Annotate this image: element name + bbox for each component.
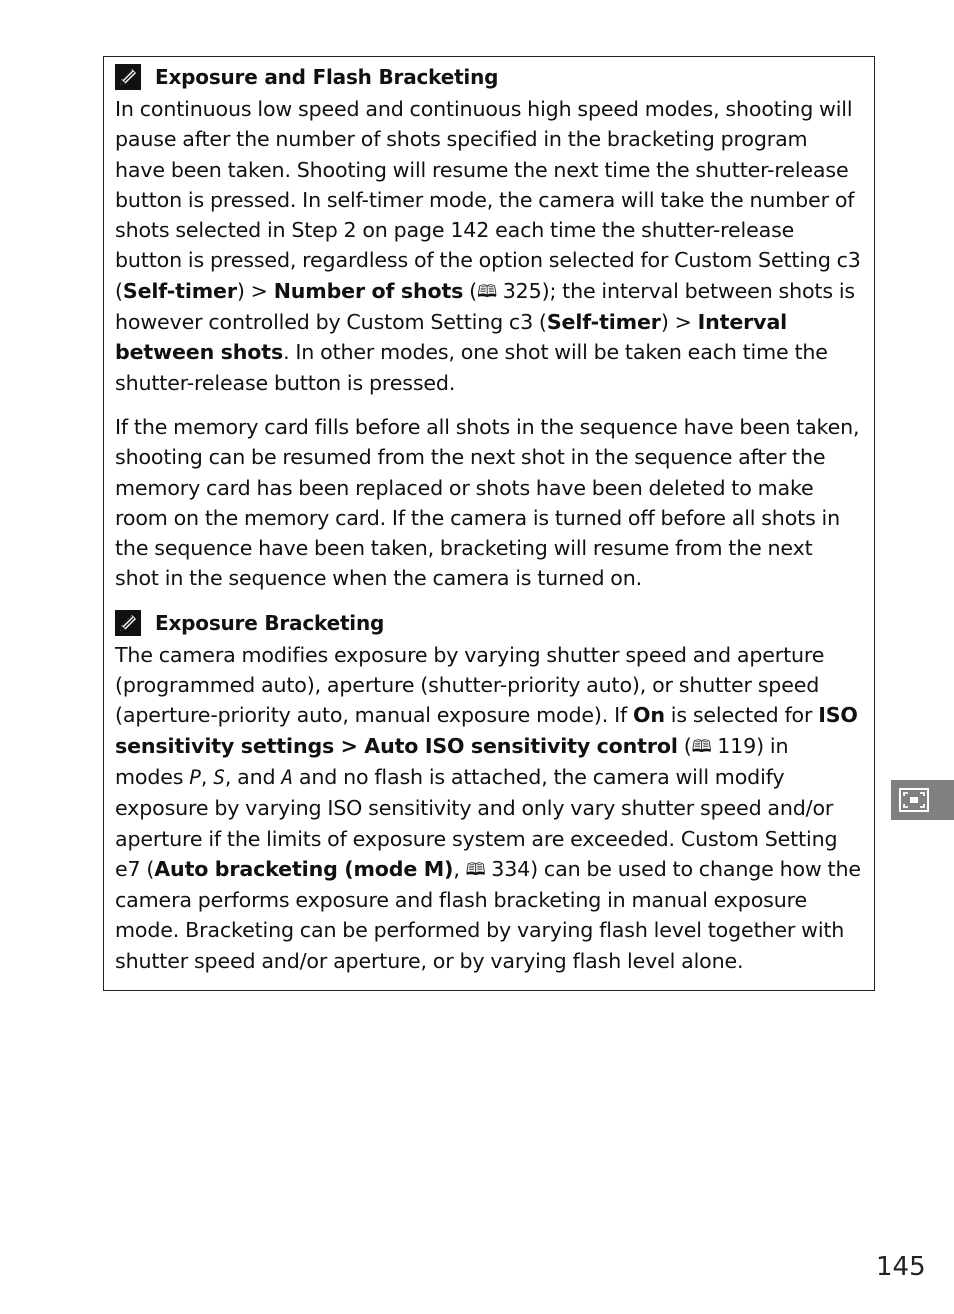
paragraph-continuous-modes: In continuous low speed and continuous high speed modes, shooting will pause after the number of shots specified in the bracketing program have been taken. Shooting will resume the next time the shutter-release button is pressed. In self-timer mode, the camera will take the number of shots selected in Step 2 on page 142 each time the shutter-release button is pressed, regardless of the option selected for Custom Setting c3 (Self-timer) > Number of shots (🕮 325); the interval between shots is however controlled by Custom Setting c3 (Self-timer) > Interval between shots. In other modes, one shot will be taken each time the shutter-release button is pressed. [115, 97, 861, 395]
paragraph-memory-card: If the memory card fills before all shots in the sequence have been taken, shooting can be resumed from the next shot in the sequence after the memory card has been replaced or shots have been deleted to make room on the memory card. If the camera is turned off before all shots in the sequence have been taken, bracketing will resume from the next shot in the sequence when the camera is turned on. [115, 414, 860, 591]
page-reference: 334 [491, 856, 531, 881]
book-icon: 🕮 [691, 735, 712, 756]
page-reference: 325 [502, 278, 542, 303]
mode-s-glyph: S [213, 765, 225, 789]
chapter-tab[interactable] [891, 780, 954, 820]
note-box [103, 56, 875, 991]
book-icon: 🕮 [465, 858, 486, 879]
note-header-exposure-bracketing [115, 608, 862, 638]
note-heading: Exposure Bracketing [155, 610, 385, 635]
page-number: 145 [876, 1252, 926, 1282]
pencil-icon [115, 64, 141, 90]
mode-p-glyph: P [189, 765, 201, 789]
page-reference: 119 [717, 733, 757, 758]
paragraph-exposure-bracketing: The camera modifies exposure by varying shutter speed and aperture (programmed auto), aperture (shutter-priority auto), or shutter speed (aperture-priority auto, manual exposure mode). If On is selected for ISO sensitivity settings > Auto ISO sensitivity control (🕮 119) in modes P, S, and A and no flash is attached, the camera will modify exposure by varying ISO sensitivity and only vary shutter speed and/or aperture if the limits of exposure system are exceeded. Custom Setting e7 (Auto bracketing (mode M), 🕮 334) can be used to change how the camera performs exposure and flash bracketing in manual exposure mode. Bracketing can be performed by varying flash level together with shutter speed and/or aperture, or by varying flash level alone. [115, 642, 861, 973]
shooting-menu-icon [899, 788, 929, 812]
pencil-icon [115, 610, 141, 636]
book-icon: 🕮 [477, 280, 497, 301]
note-header-exposure-flash-bracketing [115, 62, 862, 92]
mode-a-glyph: A [281, 765, 293, 789]
note-heading: Exposure and Flash Bracketing [155, 65, 499, 89]
